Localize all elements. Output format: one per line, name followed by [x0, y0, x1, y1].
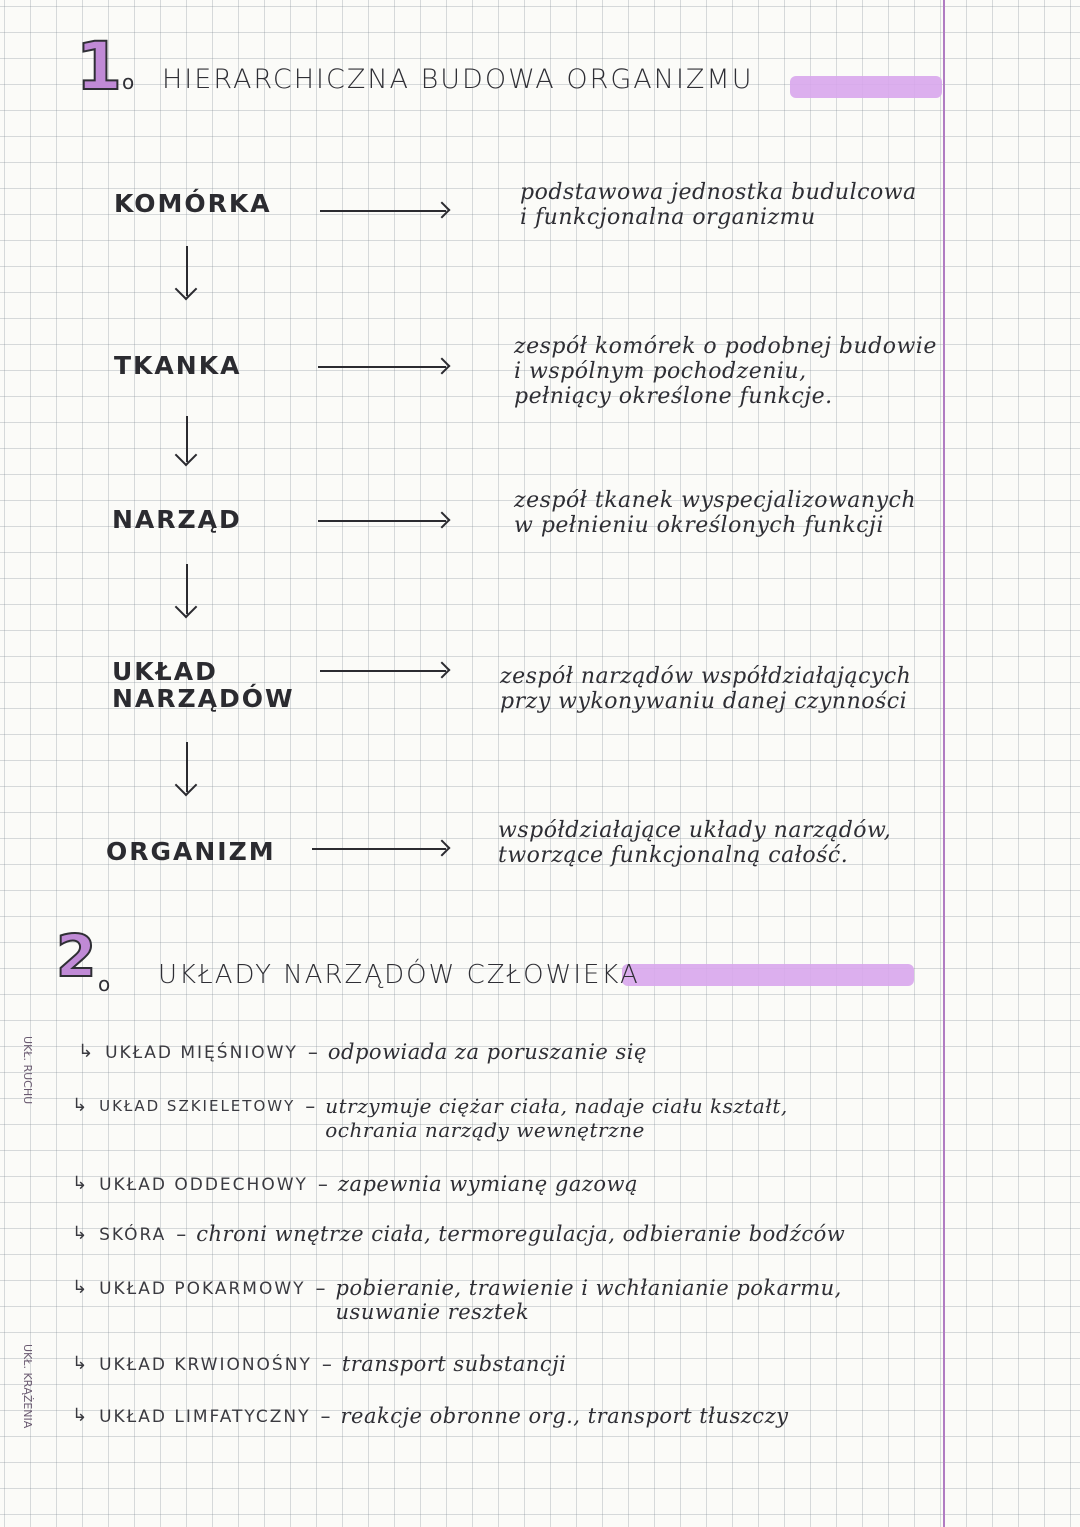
- arrow-right-icon: [318, 520, 446, 522]
- curved-arrow-icon: ↳: [72, 1095, 88, 1116]
- section1-number-dot: o: [122, 70, 135, 94]
- system-description: pobieranie, trawienie i wchłanianie pokarmu, usuwanie resztek: [335, 1276, 842, 1324]
- system-row: [72, 1404, 789, 1428]
- side-note-ukl-krazenia: UKŁ. KRĄŻENIA: [21, 1344, 34, 1429]
- system-description: utrzymuje ciężar ciała, nadaje ciału kształt, ochrania narządy wewnętrzne: [325, 1094, 788, 1142]
- arrow-down-icon: [186, 416, 188, 462]
- curved-arrow-icon: ↳: [72, 1223, 88, 1244]
- arrow-down-icon: [186, 742, 188, 792]
- dash: –: [321, 1352, 332, 1376]
- dash: –: [176, 1222, 187, 1246]
- system-name: UKŁAD POKARMOWY: [99, 1279, 306, 1299]
- system-description: reakcje obronne org., transport tłuszczy: [340, 1404, 789, 1428]
- dash: –: [320, 1404, 331, 1428]
- section2-number: 2: [56, 922, 97, 990]
- system-name: UKŁAD SZKIELETOWY: [99, 1097, 296, 1115]
- dash: –: [315, 1276, 326, 1300]
- level-description-organizm: współdziałające układy narządów, tworzące funkcjonalną całość.: [498, 818, 892, 868]
- system-row: [72, 1352, 566, 1376]
- arrow-right-icon: [318, 366, 446, 368]
- curved-arrow-icon: ↳: [78, 1041, 94, 1062]
- arrow-right-icon: [312, 848, 446, 850]
- dash: –: [305, 1094, 316, 1118]
- system-row: [72, 1094, 788, 1142]
- system-name: SKÓRA: [99, 1225, 167, 1245]
- dash: –: [307, 1040, 318, 1064]
- curved-arrow-icon: ↳: [72, 1405, 88, 1426]
- arrow-down-icon: [186, 246, 188, 296]
- curved-arrow-icon: ↳: [72, 1353, 88, 1374]
- level-name-uklad-narzadow: UKŁAD NARZĄDÓW: [112, 657, 295, 713]
- arrow-right-icon: [320, 670, 446, 672]
- side-note-ukl-ruchu: UKŁ. RUCHU: [21, 1036, 34, 1105]
- level-description-tkanka: zespół komórek o podobnej budowie i wspólnym pochodzeniu, pełniący określone funkcje.: [514, 334, 937, 409]
- system-row: [78, 1040, 647, 1064]
- system-name: UKŁAD ODDECHOWY: [99, 1175, 308, 1195]
- dash: –: [317, 1172, 328, 1196]
- section1-title-highlight: [790, 76, 942, 98]
- section1-number: 1: [76, 28, 122, 105]
- curved-arrow-icon: ↳: [72, 1173, 88, 1194]
- arrow-down-icon: [186, 564, 188, 614]
- level-description-narzad: zespół tkanek wyspecjalizowanych w pełnieniu określonych funkcji: [514, 488, 917, 538]
- system-name: UKŁAD LIMFATYCZNY: [99, 1407, 311, 1427]
- system-name: UKŁAD KRWIONOŚNY: [99, 1355, 312, 1375]
- arrow-right-icon: [320, 210, 446, 212]
- section2-number-dot: o: [98, 972, 111, 996]
- level-name-organizm: ORGANIZM: [106, 837, 276, 866]
- curved-arrow-icon: ↳: [72, 1277, 88, 1298]
- system-row: [72, 1222, 845, 1246]
- section1-title: HIERARCHICZNA BUDOWA ORGANIZMU: [162, 64, 754, 95]
- section2-title-highlight: [622, 964, 914, 986]
- level-name-tkanka: TKANKA: [114, 351, 242, 380]
- level-description-komorka: podstawowa jednostka budulcowa i funkcjonalna organizmu: [520, 180, 917, 230]
- system-description: odpowiada za poruszanie się: [327, 1040, 647, 1064]
- system-row: [72, 1276, 842, 1324]
- margin-line: [943, 0, 945, 1527]
- level-name-narzad: NARZĄD: [112, 505, 242, 534]
- level-description-uklad-narzadow: zespół narządów współdziałających przy wykonywaniu danej czynności: [500, 664, 912, 714]
- system-description: transport substancji: [341, 1352, 567, 1376]
- level-name-komorka: KOMÓRKA: [114, 189, 272, 218]
- system-name: UKŁAD MIĘŚNIOWY: [105, 1043, 298, 1063]
- section2-title: UKŁADY NARZĄDÓW CZŁOWIEKA: [158, 960, 640, 990]
- system-description: zapewnia wymianę gazową: [337, 1172, 639, 1196]
- system-description: chroni wnętrze ciała, termoregulacja, odbieranie bodźców: [196, 1222, 846, 1246]
- system-row: [72, 1172, 638, 1196]
